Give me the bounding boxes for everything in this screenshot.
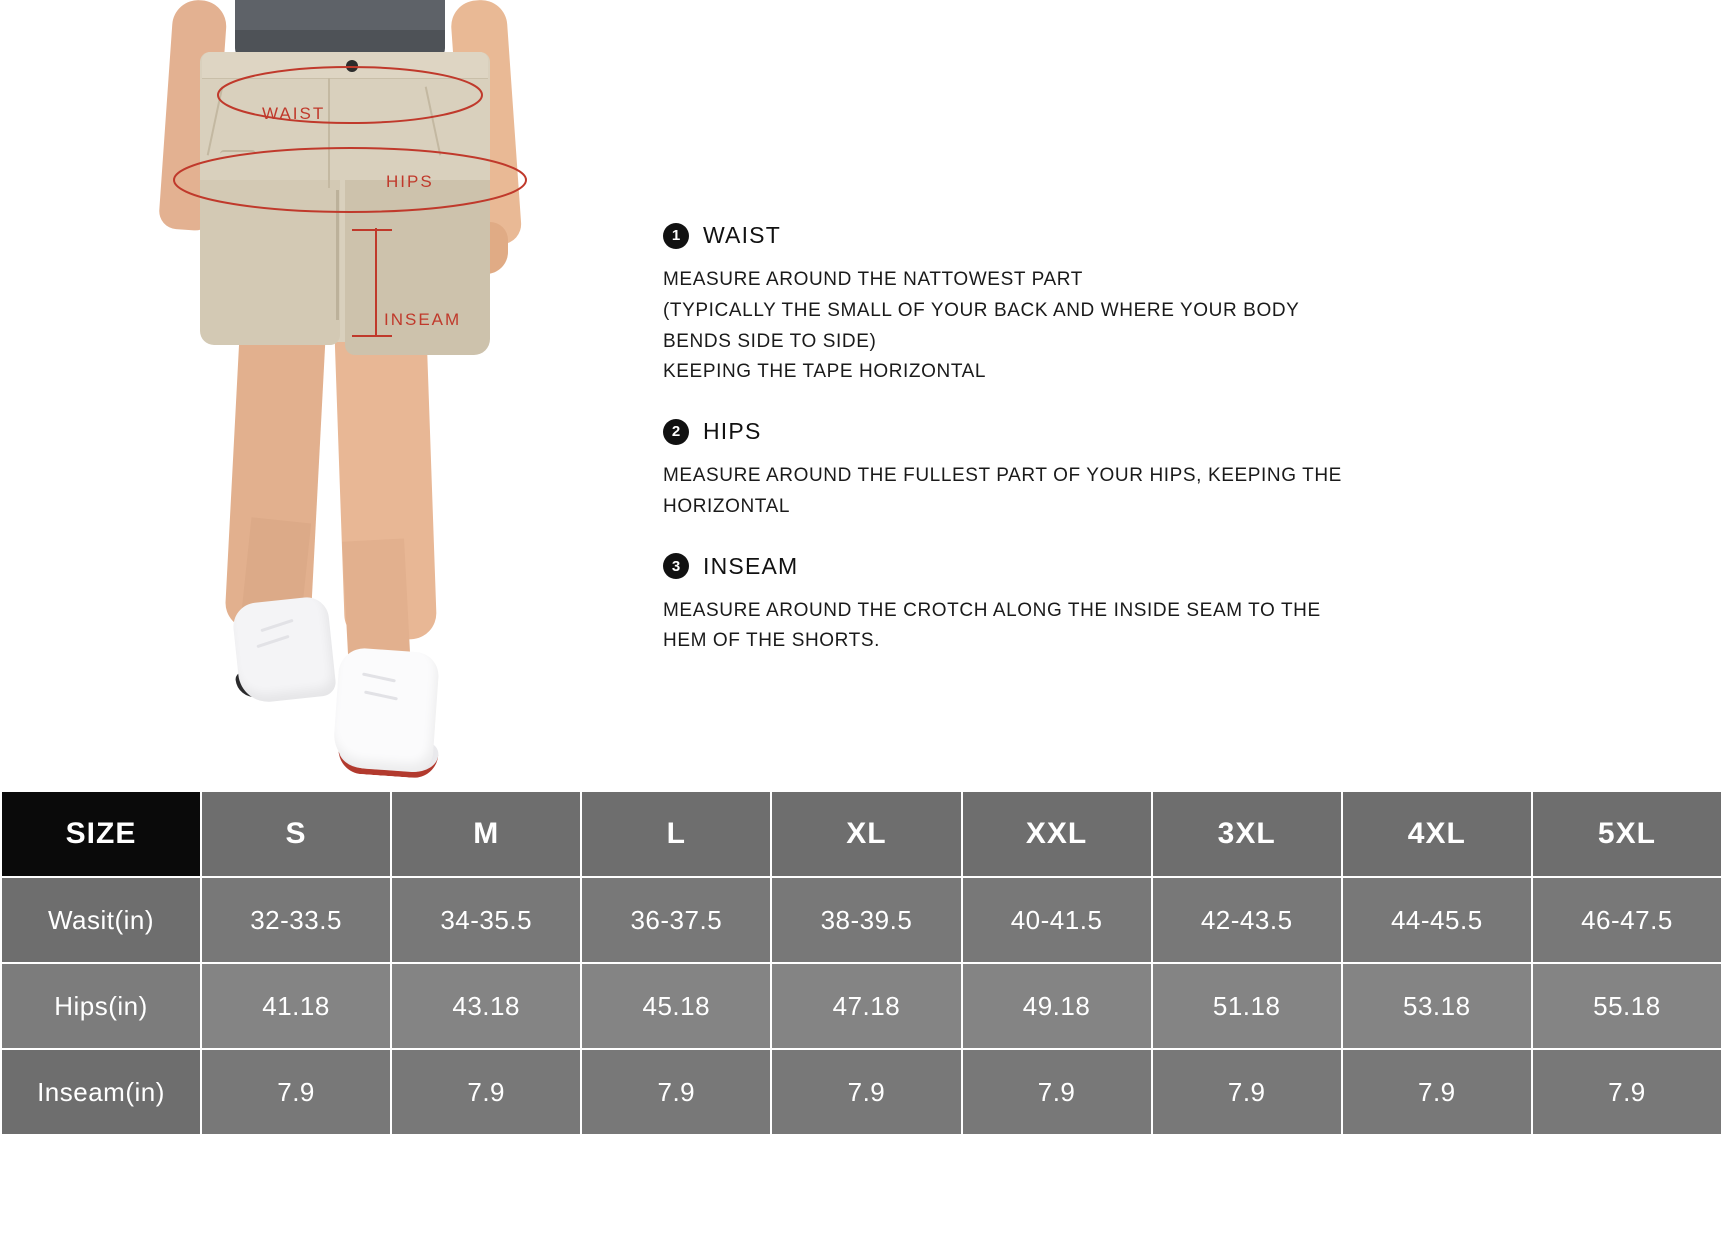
inseam-value-xxl: 7.9 [962,1049,1152,1135]
waist-value-m: 34-35.5 [391,877,581,963]
shorts-cargo-pocket [220,150,256,160]
hips-value-4xl: 53.18 [1342,963,1532,1049]
right-shoe [332,647,440,774]
model-figure [140,0,560,790]
hips-value-xl: 47.18 [771,963,961,1049]
size-chart-table [0,790,1723,1136]
inseam-value-3xl: 7.9 [1152,1049,1342,1135]
size-column-header: 3XL [1152,791,1342,877]
size-column-header: XL [771,791,961,877]
hips-value-m: 43.18 [391,963,581,1049]
hips-value-xxl: 49.18 [962,963,1152,1049]
row-label-hips: Hips(in) [1,963,201,1049]
size-column-header: 4XL [1342,791,1532,877]
hips-value-3xl: 51.18 [1152,963,1342,1049]
left-shoe [231,595,337,704]
inseam-value-4xl: 7.9 [1342,1049,1532,1135]
instruction-heading [663,418,1463,445]
instruction-line: BENDS SIDE TO SIDE) [663,330,877,352]
shorts-waistband [202,52,488,79]
waist-value-s: 32-33.5 [201,877,391,963]
size-column-header: XXL [962,791,1152,877]
instruction-title: HIPS [703,418,762,445]
table-row [1,877,1722,963]
instruction-block-hips [663,418,1463,523]
waist-value-3xl: 42-43.5 [1152,877,1342,963]
size-column-header: L [581,791,771,877]
instructions-panel [663,222,1463,687]
row-label-waist: Wasit(in) [1,877,201,963]
instruction-line: HEM OF THE SHORTS. [663,630,881,652]
size-column-header: M [391,791,581,877]
instruction-line: HORIZONTAL [663,495,791,517]
instruction-block-inseam [663,553,1463,658]
size-column-header: 5XL [1532,791,1722,877]
inseam-value-5xl: 7.9 [1532,1049,1722,1135]
shorts-fly-seam [328,78,330,188]
instruction-line: MEASURE AROUND THE CROTCH ALONG THE INSIDE SEAM TO THE [663,599,1321,621]
step-number-badge: 2 [663,419,689,445]
hips-value-5xl: 55.18 [1532,963,1722,1049]
step-number-badge: 1 [663,223,689,249]
shorts-inseam-seam [336,190,339,320]
waist-value-5xl: 46-47.5 [1532,877,1722,963]
instruction-heading [663,553,1463,580]
inseam-value-s: 7.9 [201,1049,391,1135]
instruction-line: KEEPING THE TAPE HORIZONTAL [663,361,987,383]
instruction-line: MEASURE AROUND THE FULLEST PART OF YOUR HIPS, KEEPING THE [663,465,1342,487]
size-column-header: S [201,791,391,877]
waist-value-xl: 38-39.5 [771,877,961,963]
inseam-label: INSEAM [384,310,462,329]
table-header-row [1,791,1722,877]
waist-value-xxl: 40-41.5 [962,877,1152,963]
table-row [1,963,1722,1049]
instruction-title: WAIST [703,222,781,248]
step-number-badge: 3 [663,553,689,579]
instruction-line: (TYPICALLY THE SMALL OF YOUR BACK AND WHERE YOUR BODY [663,299,1300,321]
waist-value-4xl: 44-45.5 [1342,877,1532,963]
inseam-value-m: 7.9 [391,1049,581,1135]
waist-value-l: 36-37.5 [581,877,771,963]
instruction-title: INSEAM [703,552,799,579]
shorts-button [346,60,358,72]
instruction-heading [663,222,1463,249]
instruction-line: MEASURE AROUND THE NATTOWEST PART [663,269,1083,290]
inseam-value-xl: 7.9 [771,1049,961,1135]
waist-label: WAIST [262,104,326,123]
hips-value-s: 41.18 [201,963,391,1049]
row-label-inseam: Inseam(in) [1,1049,201,1135]
table-row [1,1049,1722,1135]
hips-value-l: 45.18 [581,963,771,1049]
hips-label: HIPS [386,172,434,191]
instruction-block-waist [663,222,1463,388]
shorts-left-leg [200,180,340,345]
size-corner-header: SIZE [1,791,201,877]
inseam-value-l: 7.9 [581,1049,771,1135]
